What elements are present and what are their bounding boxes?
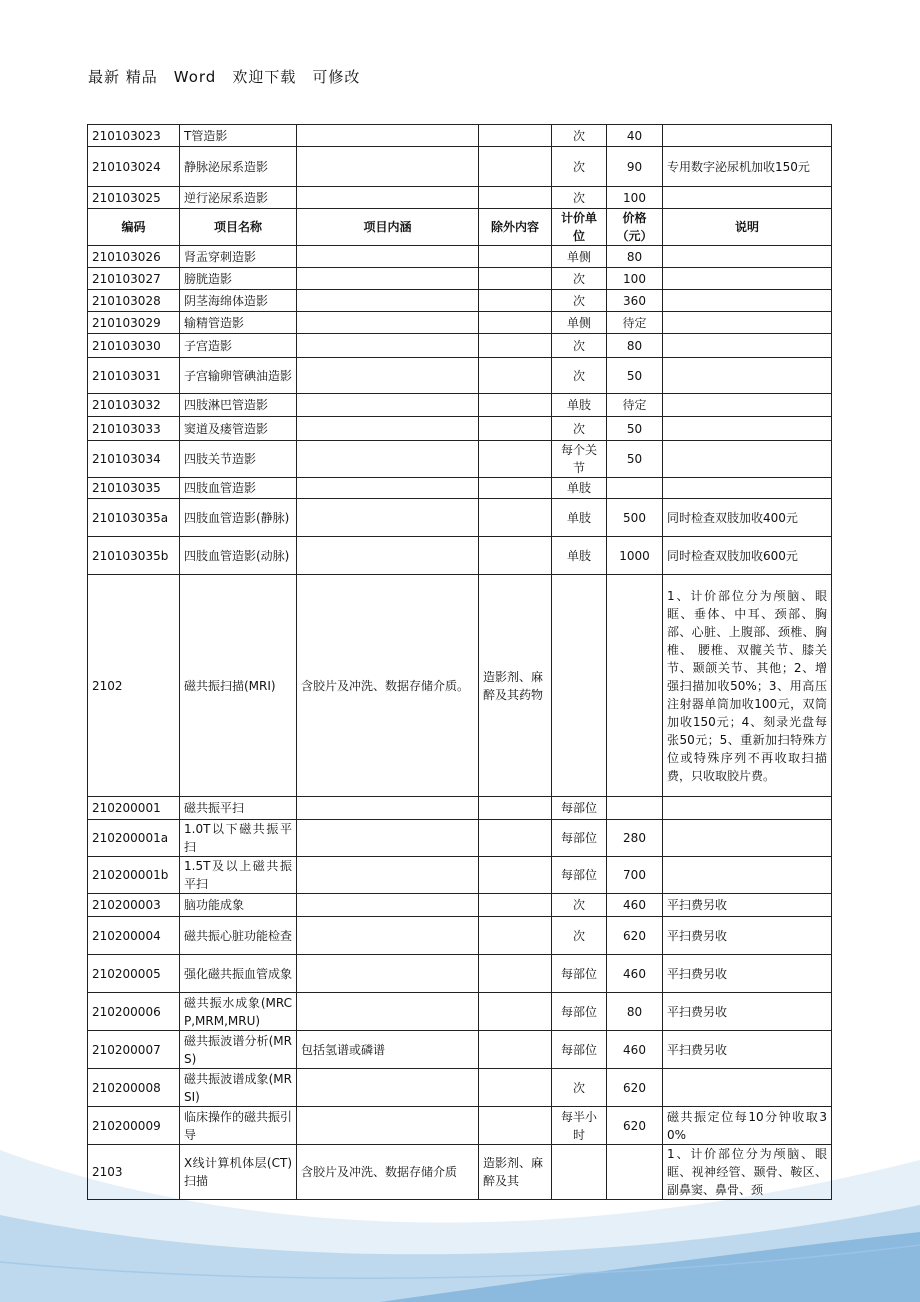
cell-unit: 次: [552, 125, 607, 147]
cell-content: 含胶片及冲洗、数据存储介质。: [297, 575, 479, 797]
cell-price: 460: [607, 894, 663, 917]
cell-note: [663, 857, 832, 894]
cell-price: 620: [607, 1107, 663, 1145]
cell-note: [663, 1069, 832, 1107]
cell-note: 同时检查双肢加收600元: [663, 537, 832, 575]
table-row: [88, 441, 832, 478]
cell-note: [663, 797, 832, 820]
cell-code: 210103034: [88, 441, 180, 478]
cell-content: [297, 1107, 479, 1145]
cell-unit: [552, 1145, 607, 1200]
cell-content: [297, 268, 479, 290]
cell-code: 2103: [88, 1145, 180, 1200]
cell-excluded: [479, 955, 552, 993]
cell-excluded: [479, 499, 552, 537]
fee-table: [87, 124, 832, 1200]
cell-content: [297, 820, 479, 857]
cell-content: [297, 417, 479, 441]
cell-note: [663, 820, 832, 857]
cell-unit: 次: [552, 917, 607, 955]
cell-content: [297, 537, 479, 575]
table-row: [88, 857, 832, 894]
cell-name: 四肢血管造影(静脉): [180, 499, 297, 537]
cell-unit: 次: [552, 147, 607, 187]
cell-excluded: [479, 857, 552, 894]
column-header: 价格（元）: [607, 209, 663, 246]
cell-content: [297, 857, 479, 894]
cell-name: 磁共振水成象(MRCP,MRM,MRU): [180, 993, 297, 1031]
cell-unit: 每半小时: [552, 1107, 607, 1145]
table-row: [88, 358, 832, 394]
cell-note: 1、计价部位分为颅脑、眼眶、视神经管、颞骨、鞍区、副鼻窦、鼻骨、颈: [663, 1145, 832, 1200]
page-header: 最新 精品 Word 欢迎下载 可修改: [88, 68, 361, 86]
cell-note: [663, 394, 832, 417]
cell-name: 四肢淋巴管造影: [180, 394, 297, 417]
table-row: [88, 417, 832, 441]
cell-name: 磁共振心脏功能检查: [180, 917, 297, 955]
table-row: [88, 187, 832, 209]
cell-name: 磁共振波谱分析(MRS): [180, 1031, 297, 1069]
cell-price: 80: [607, 993, 663, 1031]
cell-code: 210103023: [88, 125, 180, 147]
table-row: [88, 575, 832, 797]
cell-price: [607, 478, 663, 499]
cell-note: [663, 290, 832, 312]
cell-excluded: [479, 417, 552, 441]
cell-name: 静脉泌尿系造影: [180, 147, 297, 187]
cell-excluded: [479, 1031, 552, 1069]
table-row: [88, 147, 832, 187]
cell-price: 50: [607, 441, 663, 478]
cell-excluded: [479, 125, 552, 147]
cell-unit: 每部位: [552, 797, 607, 820]
cell-name: 阴茎海绵体造影: [180, 290, 297, 312]
cell-code: 210200006: [88, 993, 180, 1031]
cell-name: X线计算机体层(CT)扫描: [180, 1145, 297, 1200]
cell-code: 210103033: [88, 417, 180, 441]
table-row: [88, 334, 832, 358]
cell-name: 临床操作的磁共振引导: [180, 1107, 297, 1145]
cell-code: 210103026: [88, 246, 180, 268]
table-row: [88, 917, 832, 955]
cell-note: 平扫费另收: [663, 993, 832, 1031]
cell-excluded: [479, 290, 552, 312]
cell-note: [663, 441, 832, 478]
cell-code: 210200001a: [88, 820, 180, 857]
cell-note: 平扫费另收: [663, 894, 832, 917]
cell-content: [297, 147, 479, 187]
cell-price: 100: [607, 268, 663, 290]
cell-price: 620: [607, 917, 663, 955]
table-row: [88, 537, 832, 575]
table-row: [88, 993, 832, 1031]
cell-code: 210103027: [88, 268, 180, 290]
cell-code: 210103035b: [88, 537, 180, 575]
cell-unit: 次: [552, 417, 607, 441]
cell-content: [297, 334, 479, 358]
cell-note: 同时检查双肢加收400元: [663, 499, 832, 537]
cell-code: 210200003: [88, 894, 180, 917]
table-row: [88, 894, 832, 917]
cell-unit: 单肢: [552, 478, 607, 499]
cell-name: 磁共振扫描(MRI): [180, 575, 297, 797]
cell-unit: 单肢: [552, 537, 607, 575]
cell-unit: 次: [552, 187, 607, 209]
cell-price: [607, 575, 663, 797]
cell-content: [297, 312, 479, 334]
table-row: [88, 1069, 832, 1107]
cell-note: [663, 417, 832, 441]
cell-content: [297, 955, 479, 993]
cell-note: 专用数字泌尿机加收150元: [663, 147, 832, 187]
cell-code: 2102: [88, 575, 180, 797]
cell-unit: 单肢: [552, 394, 607, 417]
cell-code: 210200004: [88, 917, 180, 955]
cell-name: 1.5T及以上磁共振平扫: [180, 857, 297, 894]
cell-excluded: [479, 797, 552, 820]
cell-unit: 单侧: [552, 312, 607, 334]
cell-note: 平扫费另收: [663, 955, 832, 993]
cell-excluded: [479, 917, 552, 955]
cell-content: [297, 358, 479, 394]
cell-content: 含胶片及冲洗、数据存储介质: [297, 1145, 479, 1200]
cell-name: 强化磁共振血管成象: [180, 955, 297, 993]
cell-price: 620: [607, 1069, 663, 1107]
cell-unit: [552, 575, 607, 797]
cell-code: 210103024: [88, 147, 180, 187]
cell-price: 280: [607, 820, 663, 857]
cell-unit: 每部位: [552, 857, 607, 894]
cell-excluded: [479, 334, 552, 358]
cell-price: 80: [607, 334, 663, 358]
cell-name: 1.0T以下磁共振平扫: [180, 820, 297, 857]
table-row: [88, 499, 832, 537]
cell-excluded: [479, 993, 552, 1031]
cell-excluded: [479, 187, 552, 209]
cell-code: 210200008: [88, 1069, 180, 1107]
table-header-row: [88, 209, 832, 246]
cell-note: 1、计价部位分为颅脑、眼眶、垂体、中耳、颈部、胸部、心脏、上腹部、颈椎、胸椎、 腰椎、双髋关节、膝关节、颞颌关节、其他；2、增强扫描加收50%；3、用高压注射器单筒加收100元，双筒加收150元；4、刻录光盘每张50元；5、重新加扫特殊方位或特殊序列不再收取扫描费，只收取胶片费。: [663, 575, 832, 797]
table-row: [88, 797, 832, 820]
table-row: [88, 1145, 832, 1200]
cell-name: 磁共振波谱成象(MRSI): [180, 1069, 297, 1107]
cell-unit: 单侧: [552, 246, 607, 268]
cell-price: 460: [607, 1031, 663, 1069]
table-row: [88, 478, 832, 499]
cell-price: 待定: [607, 312, 663, 334]
column-header: 项目名称: [180, 209, 297, 246]
cell-excluded: [479, 1069, 552, 1107]
cell-content: 包括氢谱或磷谱: [297, 1031, 479, 1069]
cell-price: 40: [607, 125, 663, 147]
column-header: 除外内容: [479, 209, 552, 246]
cell-name: 逆行泌尿系造影: [180, 187, 297, 209]
table-row: [88, 312, 832, 334]
cell-code: 210103032: [88, 394, 180, 417]
cell-excluded: [479, 441, 552, 478]
cell-price: 360: [607, 290, 663, 312]
cell-code: 210103035: [88, 478, 180, 499]
cell-unit: 每部位: [552, 993, 607, 1031]
cell-code: 210103025: [88, 187, 180, 209]
cell-content: [297, 797, 479, 820]
table-row: [88, 246, 832, 268]
table-row: [88, 820, 832, 857]
cell-code: 210200001: [88, 797, 180, 820]
cell-price: [607, 1145, 663, 1200]
cell-name: 膀胱造影: [180, 268, 297, 290]
cell-content: [297, 894, 479, 917]
cell-price: 100: [607, 187, 663, 209]
cell-excluded: [479, 478, 552, 499]
cell-unit: 每个关节: [552, 441, 607, 478]
cell-note: [663, 246, 832, 268]
cell-excluded: [479, 1107, 552, 1145]
cell-excluded: [479, 394, 552, 417]
cell-content: [297, 246, 479, 268]
cell-name: 脑功能成象: [180, 894, 297, 917]
cell-name: 四肢关节造影: [180, 441, 297, 478]
cell-note: [663, 312, 832, 334]
cell-unit: 次: [552, 1069, 607, 1107]
cell-note: 磁共振定位每10分钟收取30%: [663, 1107, 832, 1145]
cell-content: [297, 499, 479, 537]
table-row: [88, 955, 832, 993]
cell-name: 子宫输卵管碘油造影: [180, 358, 297, 394]
cell-unit: 次: [552, 358, 607, 394]
cell-price: 待定: [607, 394, 663, 417]
cell-name: 肾盂穿刺造影: [180, 246, 297, 268]
cell-unit: 次: [552, 268, 607, 290]
cell-unit: 每部位: [552, 955, 607, 993]
cell-code: 210200007: [88, 1031, 180, 1069]
cell-note: [663, 358, 832, 394]
cell-name: 输精管造影: [180, 312, 297, 334]
table-row: [88, 1031, 832, 1069]
cell-price: 50: [607, 417, 663, 441]
cell-unit: 次: [552, 894, 607, 917]
cell-excluded: [479, 268, 552, 290]
column-header: 项目内涵: [297, 209, 479, 246]
cell-code: 210200001b: [88, 857, 180, 894]
cell-name: T管造影: [180, 125, 297, 147]
cell-content: [297, 441, 479, 478]
cell-price: 50: [607, 358, 663, 394]
cell-unit: 次: [552, 290, 607, 312]
cell-content: [297, 1069, 479, 1107]
cell-unit: 每部位: [552, 820, 607, 857]
cell-price: 1000: [607, 537, 663, 575]
cell-price: 80: [607, 246, 663, 268]
cell-excluded: [479, 147, 552, 187]
cell-content: [297, 478, 479, 499]
column-header: 计价单位: [552, 209, 607, 246]
cell-excluded: [479, 358, 552, 394]
cell-price: 500: [607, 499, 663, 537]
cell-note: 平扫费另收: [663, 917, 832, 955]
cell-note: [663, 478, 832, 499]
cell-content: [297, 290, 479, 312]
cell-content: [297, 125, 479, 147]
cell-code: 210103035a: [88, 499, 180, 537]
table-row: [88, 290, 832, 312]
cell-code: 210200009: [88, 1107, 180, 1145]
cell-name: 磁共振平扫: [180, 797, 297, 820]
cell-excluded: 造影剂、麻醉及其: [479, 1145, 552, 1200]
column-header: 编码: [88, 209, 180, 246]
cell-unit: 次: [552, 334, 607, 358]
cell-note: [663, 334, 832, 358]
cell-excluded: [479, 246, 552, 268]
cell-content: [297, 187, 479, 209]
cell-price: 90: [607, 147, 663, 187]
cell-code: 210200005: [88, 955, 180, 993]
cell-note: 平扫费另收: [663, 1031, 832, 1069]
cell-content: [297, 993, 479, 1031]
cell-note: [663, 125, 832, 147]
cell-code: 210103028: [88, 290, 180, 312]
cell-unit: 每部位: [552, 1031, 607, 1069]
cell-excluded: [479, 894, 552, 917]
table-row: [88, 394, 832, 417]
table-row: [88, 125, 832, 147]
cell-note: [663, 187, 832, 209]
cell-excluded: [479, 820, 552, 857]
cell-price: [607, 797, 663, 820]
cell-excluded: [479, 537, 552, 575]
cell-content: [297, 917, 479, 955]
cell-name: 窦道及瘘管造影: [180, 417, 297, 441]
cell-note: [663, 268, 832, 290]
cell-name: 子宫造影: [180, 334, 297, 358]
cell-price: 460: [607, 955, 663, 993]
table-row: [88, 1107, 832, 1145]
cell-unit: 单肢: [552, 499, 607, 537]
cell-code: 210103030: [88, 334, 180, 358]
cell-code: 210103031: [88, 358, 180, 394]
cell-excluded: [479, 312, 552, 334]
cell-name: 四肢血管造影(动脉): [180, 537, 297, 575]
cell-price: 700: [607, 857, 663, 894]
cell-name: 四肢血管造影: [180, 478, 297, 499]
column-header: 说明: [663, 209, 832, 246]
cell-excluded: 造影剂、麻醉及其药物: [479, 575, 552, 797]
cell-code: 210103029: [88, 312, 180, 334]
cell-content: [297, 394, 479, 417]
table-row: [88, 268, 832, 290]
